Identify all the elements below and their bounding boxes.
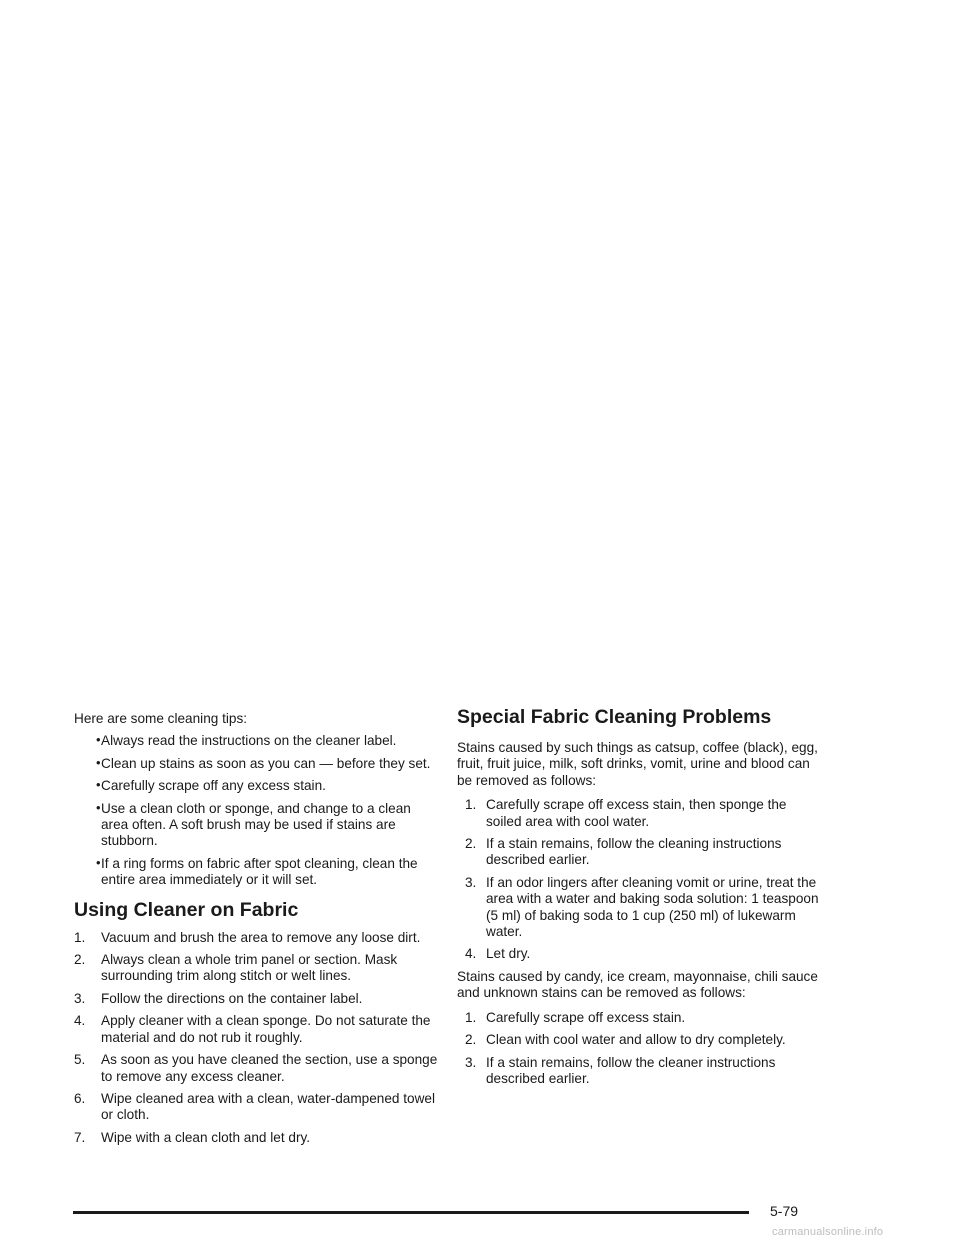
list-item: 7. Wipe with a clean cloth and let dry. <box>74 1129 311 1145</box>
bullet-icon: • <box>96 799 101 815</box>
cleaner-steps-list <box>74 930 439 1146</box>
section-heading-using-cleaner: Using Cleaner on Fabric <box>74 898 299 921</box>
list-item: 4. Let dry. <box>465 946 531 962</box>
watermark: carmanualsonline.info <box>772 1226 884 1238</box>
list-item: 4. Apply cleaner with a clean sponge. Do not saturate the material and do not rub it roughly. <box>74 1013 431 1045</box>
list-item: 3. If a stain remains, follow the cleaner instructions described earlier. <box>465 1054 776 1086</box>
list-item: 3. If an odor lingers after cleaning vomit or urine, treat the area with a water and baking soda solution: 1 teaspoon (5 ml) of baking soda to 1 cup (250 ml) of lukewarm water. <box>465 874 819 940</box>
list-item: • Carefully scrape off any excess stain. <box>96 777 326 794</box>
page-number: 5-79 <box>770 1203 799 1219</box>
right-column <box>457 706 819 1093</box>
tips-list <box>74 733 439 888</box>
bullet-icon: • <box>96 732 101 748</box>
list-item: 2. If a stain remains, follow the cleaning instructions described earlier. <box>465 836 782 868</box>
list-item: • Clean up stains as soon as you can — before they set. <box>96 754 431 771</box>
footer-rule <box>73 1211 749 1214</box>
list-item: 2. Always clean a whole trim panel or section. Mask surrounding trim along stitch or welt lines. <box>74 952 398 984</box>
tips-intro: Here are some cleaning tips: <box>74 711 248 726</box>
bullet-icon: • <box>96 754 101 770</box>
bullet-icon: • <box>96 777 101 793</box>
list-item: 1. Carefully scrape off excess stain. <box>465 1009 686 1025</box>
section-heading-special-problems: Special Fabric Cleaning Problems <box>457 706 772 728</box>
list-item: 5. As soon as you have cleaned the section, use a sponge to remove any excess cleaner. <box>74 1052 438 1084</box>
list-item: 1. Carefully scrape off excess stain, then sponge the soiled area with cool water. <box>465 797 787 829</box>
list-item: 2. Clean with cool water and allow to dry completely. <box>465 1032 786 1048</box>
bullet-icon: • <box>96 854 101 870</box>
stains-intro-1: Stains caused by such things as catsup, coffee (black), egg, fruit, fruit juice, milk, soft drinks, vomit, urine and blood can be removed as follows: <box>457 740 818 788</box>
list-item: • Use a clean cloth or sponge, and change to a clean area often. A soft brush may be used if stains are stubborn. <box>96 799 411 849</box>
list-item: • If a ring forms on fabric after spot cleaning, clean the entire area immediately or it will set. <box>96 854 418 888</box>
stain-steps-list-1 <box>457 797 819 963</box>
list-item: 6. Wipe cleaned area with a clean, water-dampened towel or cloth. <box>74 1090 435 1123</box>
left-column <box>74 711 439 1152</box>
list-item: • Always read the instructions on the cleaner label. <box>96 732 397 749</box>
stains-intro-2: Stains caused by candy, ice cream, mayonnaise, chili sauce and unknown stains can be removed as follows: <box>457 968 818 1001</box>
stain-steps-list-2 <box>457 1010 819 1088</box>
list-item: 3. Follow the directions on the container label. <box>74 990 363 1006</box>
list-item: 1. Vacuum and brush the area to remove any loose dirt. <box>74 929 421 945</box>
